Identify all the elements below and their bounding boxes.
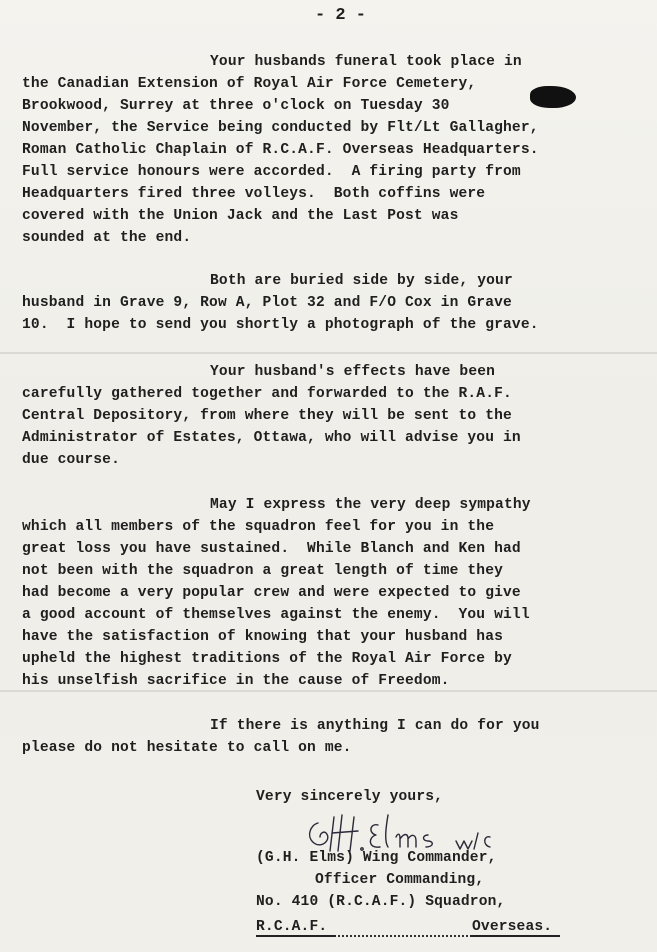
text-line: May I express the very deep sympathy — [210, 497, 531, 513]
footer-right: Overseas. — [472, 919, 553, 935]
text-line: Both are buried side by side, your — [210, 273, 513, 289]
text-line: covered with the Union Jack and the Last Post was — [22, 208, 459, 224]
text-line: Central Depository, from where they will be sent to the — [22, 408, 512, 424]
text-line: not been with the squadron a great length of time they — [22, 563, 504, 579]
footer-left: R.C.A.F. — [256, 919, 328, 935]
text-line: sounded at the end. — [22, 230, 192, 246]
text-line: Headquarters fired three volleys. Both coffins were — [22, 186, 486, 202]
text-line: please do not hesitate to call on me. — [22, 740, 352, 756]
text-line: Brookwood, Surrey at three o'clock on Tuesday 30 — [22, 98, 450, 114]
text-line: upheld the highest traditions of the Royal Air Force by — [22, 651, 512, 667]
text-line: due course. — [22, 452, 120, 468]
text-line: husband in Grave 9, Row A, Plot 32 and F/O Cox in Grave — [22, 295, 512, 311]
footer-dotted-line — [338, 935, 468, 937]
text-line: Roman Catholic Chaplain of R.C.A.F. Overseas Headquarters. — [22, 142, 539, 158]
signatory-unit: No. 410 (R.C.A.F.) Squadron, — [256, 894, 506, 910]
text-line: which all members of the squadron feel for you in the — [22, 519, 495, 535]
redaction-mark — [530, 86, 576, 108]
text-line: had become a very popular crew and were expected to give — [22, 585, 521, 601]
text-line: Your husband's effects have been — [210, 364, 496, 380]
text-line: Full service honours were accorded. A firing party from — [22, 164, 521, 180]
signatory-name: (G.H. Elms) Wing Commander, — [256, 850, 497, 866]
text-line: Administrator of Estates, Ottawa, who will advise you in — [22, 430, 521, 446]
text-line: great loss you have sustained. While Blanch and Ken had — [22, 541, 521, 557]
text-line: have the satisfaction of knowing that your husband has — [22, 629, 504, 645]
text-line: a good account of themselves against the enemy. You will — [22, 607, 530, 623]
text-line: If there is anything I can do for you — [210, 718, 540, 734]
text-line: Your husbands funeral took place in — [210, 54, 522, 70]
text-line: his unselfish sacrifice in the cause of Freedom. — [22, 673, 450, 689]
text-line: the Canadian Extension of Royal Air Force Cemetery, — [22, 76, 477, 92]
text-line: November, the Service being conducted by Flt/Lt Gallagher, — [22, 120, 539, 136]
paper-fold — [0, 352, 657, 354]
signatory-role: Officer Commanding, — [315, 872, 485, 888]
text-line: carefully gathered together and forwarded to the R.A.F. — [22, 386, 512, 402]
footer-underline — [256, 935, 336, 937]
text-line: 10. I hope to send you shortly a photograph of the grave. — [22, 317, 539, 333]
page-number: - 2 - — [315, 6, 367, 25]
closing-line: Very sincerely yours, — [256, 789, 444, 805]
footer-underline — [470, 935, 560, 937]
